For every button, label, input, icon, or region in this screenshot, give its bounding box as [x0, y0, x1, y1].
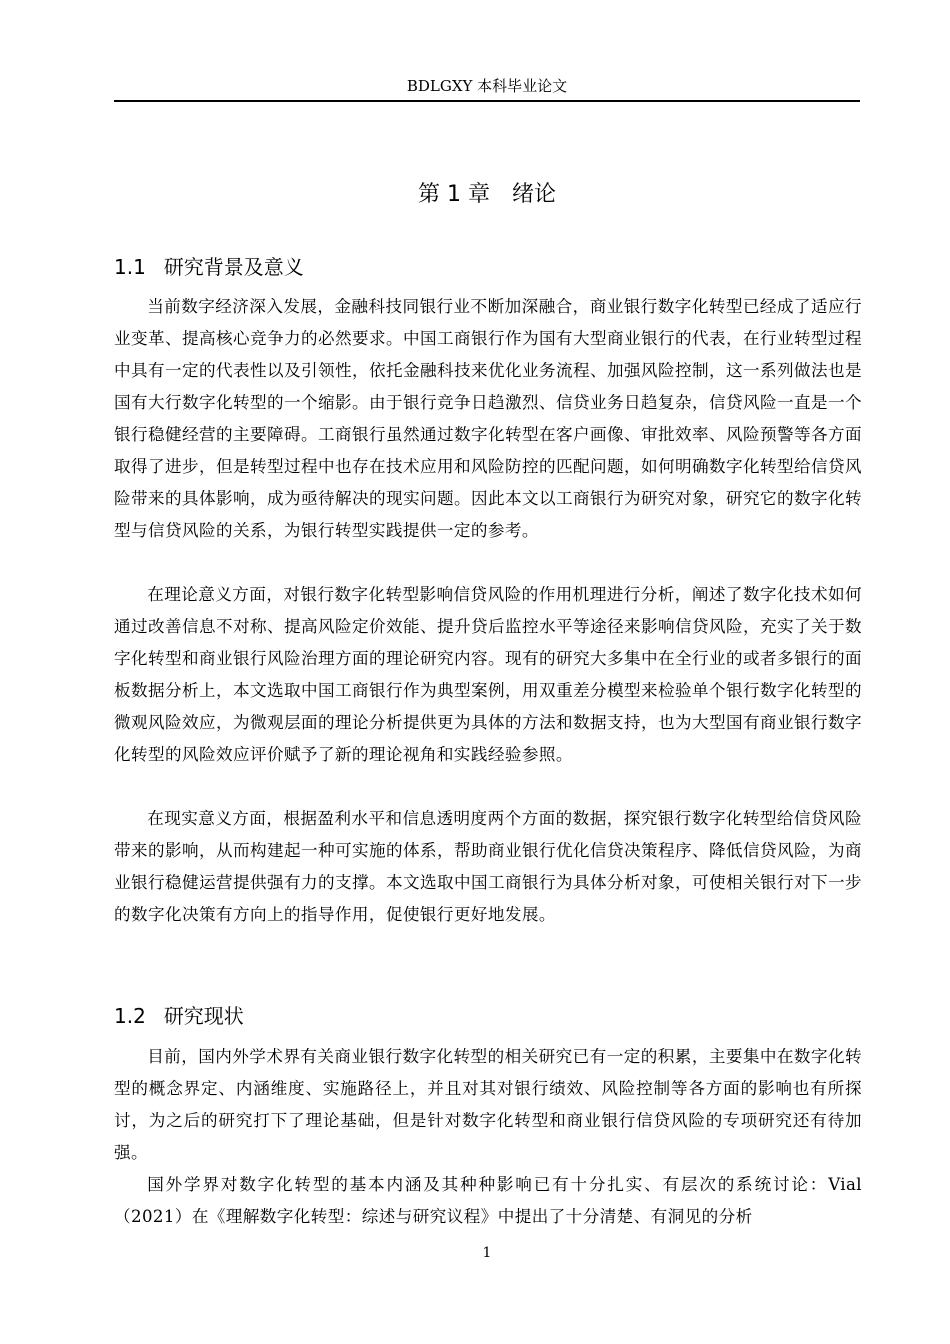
section-number: 1.2 [114, 1004, 146, 1028]
section-number: 1.1 [114, 255, 146, 279]
running-header: BDLGXY 本科毕业论文 [406, 77, 568, 95]
paragraph-foreign-research: 国外学界对数字化转型的基本内涵及其种种影响已有十分扎实、有层次的系统讨论：Vial（2021）在《理解数字化转型：综述与研究议程》中提出了十分清楚、有洞见的分析 [114, 1175, 862, 1226]
paragraph-research-status-intro: 目前，国内外学术界有关商业银行数字化转型的相关研究已有一定的积累，主要集中在数字化转型的概念界定、内涵维度、实施路径上，并且对其对银行绩效、风险控制等各方面的影响也有所探讨，为之后的研究打下了理论基础，但是针对数字化转型和商业银行信贷风险的专项研究还有待加强。 [114, 1047, 862, 1162]
paragraph-practical-significance: 在现实意义方面，根据盈利水平和信息透明度两个方面的数据，探究银行数字化转型给信贷风险带来的影响，从而构建起一种可实施的体系，帮助商业银行优化信贷决策程序、降低信贷风险，为商业银行稳健运营提供强有力的支撑。本文选取中国工商银行为具体分析对象，可使相关银行对下一步的数字化决策有方向上的指导作用，促使银行更好地发展。 [114, 809, 862, 924]
page-number: 1 [482, 1245, 492, 1261]
section-title: 研究现状 [163, 1004, 244, 1028]
paragraph-background: 当前数字经济深入发展，金融科技同银行业不断加深融合，商业银行数字化转型已经成了适应行业变革、提高核心竞争力的必然要求。中国工商银行作为国有大型商业银行的代表，在行业转型过程中具有一定的代表性以及引领性，依托金融科技来优化业务流程、加强风险控制，这一系列做法也是国有大行数字化转型的一个缩影。由于银行竞争日趋激烈、信贷业务日趋复杂，信贷风险一直是一个银行稳健经营的主要障碍。工商银行虽然通过数字化转型在客户画像、审批效率、风险预警等各方面取得了进步，但是转型过程中也存在技术应用和风险防控的匹配问题，如何明确数字化转型给信贷风险带来的具体影响，成为亟待解决的现实问题。因此本文以工商银行为研究对象，研究它的数字化转型与信贷风险的关系，为银行转型实践提供一定的参考。 [114, 297, 862, 540]
chapter-title: 第 1 章 绪论 [418, 182, 556, 207]
header-rule [114, 100, 860, 102]
paragraph-theoretical-significance: 在理论意义方面，对银行数字化转型影响信贷风险的作用机理进行分析，阐述了数字化技术如何通过改善信息不对称、提高风险定价效能、提升贷后监控水平等途径来影响信贷风险，充实了关于数字化转型和商业银行风险治理方面的理论研究内容。现有的研究大多集中在全行业的或者多银行的面板数据分析上，本文选取中国工商银行作为典型案例，用双重差分模型来检验单个银行数字化转型的微观风险效应，为微观层面的理论分析提供更为具体的方法和数据支持，也为大型国有商业银行数字化转型的风险效应评价赋予了新的理论视角和实践经验参照。 [114, 585, 862, 764]
section-heading-1-1 [114, 253, 860, 281]
section-heading-1-2 [114, 1002, 860, 1030]
section-title: 研究背景及意义 [163, 255, 304, 279]
